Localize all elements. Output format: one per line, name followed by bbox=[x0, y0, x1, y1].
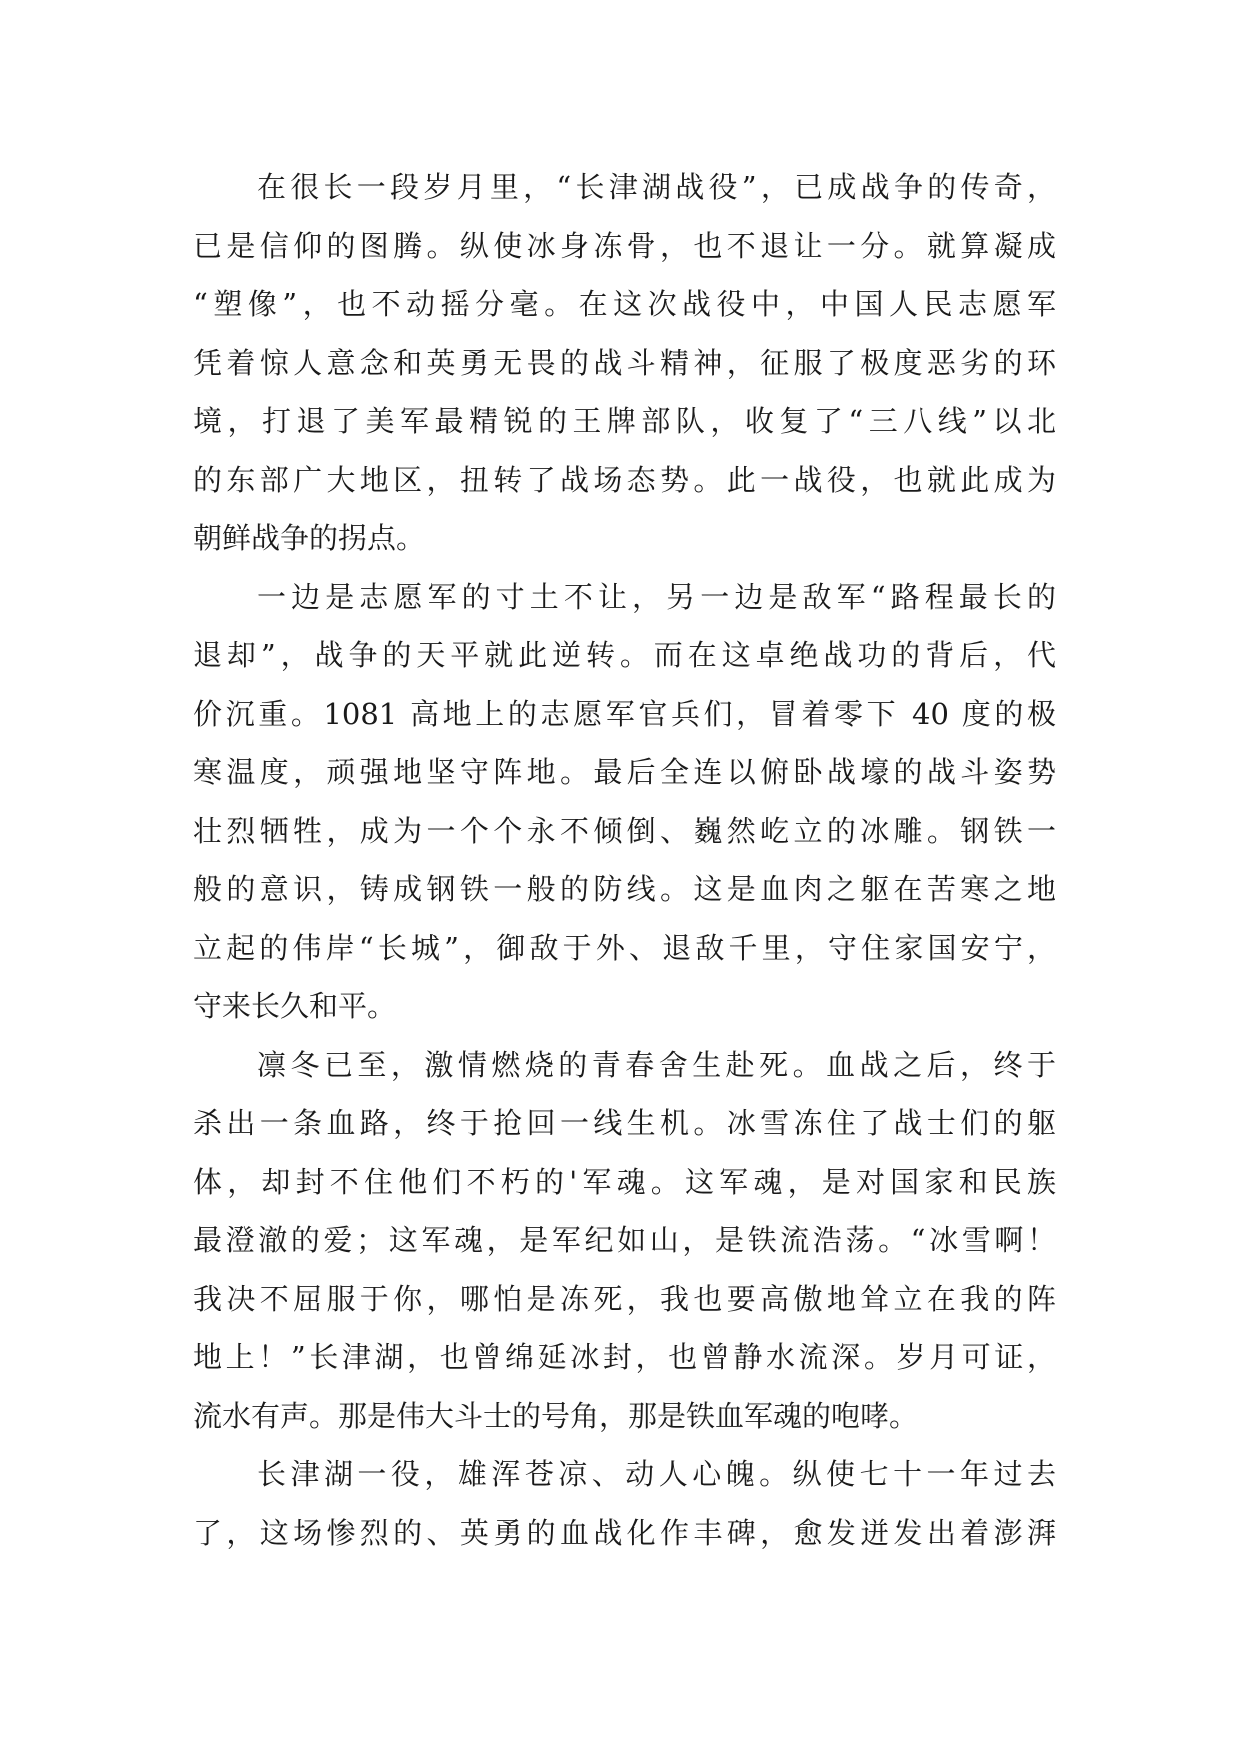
paragraph-4-line-2: 了，这场惨烈的、英勇的血战化作丰碑，愈发迸发出着澎湃 bbox=[193, 1515, 1056, 1550]
paragraph-1-line-3: “塑像”，也不动摇分毫。在这次战役中，中国人民志愿军 bbox=[193, 287, 1056, 321]
paragraph-1-line-6: 的东部广大地区，扭转了战场态势。此一战役，也就此成为 bbox=[193, 462, 1056, 497]
paragraph-3-line-3: 体，却封不住他们不朽的'军魂。这军魂，是对国家和民族 bbox=[193, 1164, 1056, 1199]
document-body bbox=[193, 158, 1056, 1562]
paragraph-1-line-1: 在很长一段岁月里，“长津湖战役”，已成战争的传奇， bbox=[257, 170, 1056, 204]
paragraph-2-line-6: 般的意识，铸成钢铁一般的防线。这是血肉之躯在苦寒之地 bbox=[193, 872, 1056, 906]
paragraph-4-line-1: 长津湖一役，雄浑苍凉、动人心魄。纵使七十一年过去 bbox=[257, 1457, 1056, 1491]
paragraph-2-line-3: 价沉重。1081 高地上的志愿军官兵们，冒着零下 40 度的极 bbox=[193, 696, 1056, 731]
paragraph-2-line-5: 壮烈牺牲，成为一个个永不倾倒、巍然屹立的冰雕。钢铁一 bbox=[193, 813, 1056, 848]
paragraph-2-line-8: 守来长久和平。 bbox=[193, 989, 397, 1023]
paragraph-2-line-4: 寒温度，顽强地坚守阵地。最后全连以俯卧战壕的战斗姿势 bbox=[193, 755, 1056, 789]
paragraph-2-line-1: 一边是志愿军的寸土不让，另一边是敌军“路程最长的 bbox=[257, 579, 1056, 614]
paragraph-2-line-7: 立起的伟岸“长城”，御敌于外、退敌千里，守住家国安宁， bbox=[193, 930, 1056, 965]
paragraph-3-line-5: 我决不屈服于你，哪怕是冻死，我也要高傲地耸立在我的阵 bbox=[193, 1281, 1056, 1316]
paragraph-3-line-2: 杀出一条血路，终于抢回一线生机。冰雪冻住了战士们的躯 bbox=[193, 1106, 1056, 1140]
paragraph-3-line-1: 凛冬已至，激情燃烧的青春舍生赴死。血战之后，终于 bbox=[257, 1047, 1056, 1082]
paragraph-3-line-4: 最澄澈的爱；这军魂，是军纪如山，是铁流浩荡。“冰雪啊！ bbox=[193, 1223, 1056, 1257]
paragraph-1-line-2: 已是信仰的图腾。纵使冰身冻骨，也不退让一分。就算凝成 bbox=[193, 228, 1056, 263]
paragraph-3-line-6: 地上！”长津湖，也曾绵延冰封，也曾静水流深。岁月可证， bbox=[193, 1340, 1056, 1374]
paragraph-3-line-7: 流水有声。那是伟大斗士的号角，那是铁血军魂的咆哮。 bbox=[193, 1398, 919, 1433]
paragraph-1-line-5: 境，打退了美军最精锐的王牌部队，收复了“三八线”以北 bbox=[193, 404, 1056, 438]
paragraph-1-line-4: 凭着惊人意念和英勇无畏的战斗精神，征服了极度恶劣的环 bbox=[193, 345, 1056, 380]
paragraph-1-line-7: 朝鲜战争的拐点。 bbox=[193, 521, 426, 555]
paragraph-2-line-2: 退却”，战争的天平就此逆转。而在这卓绝战功的背后，代 bbox=[193, 638, 1056, 672]
